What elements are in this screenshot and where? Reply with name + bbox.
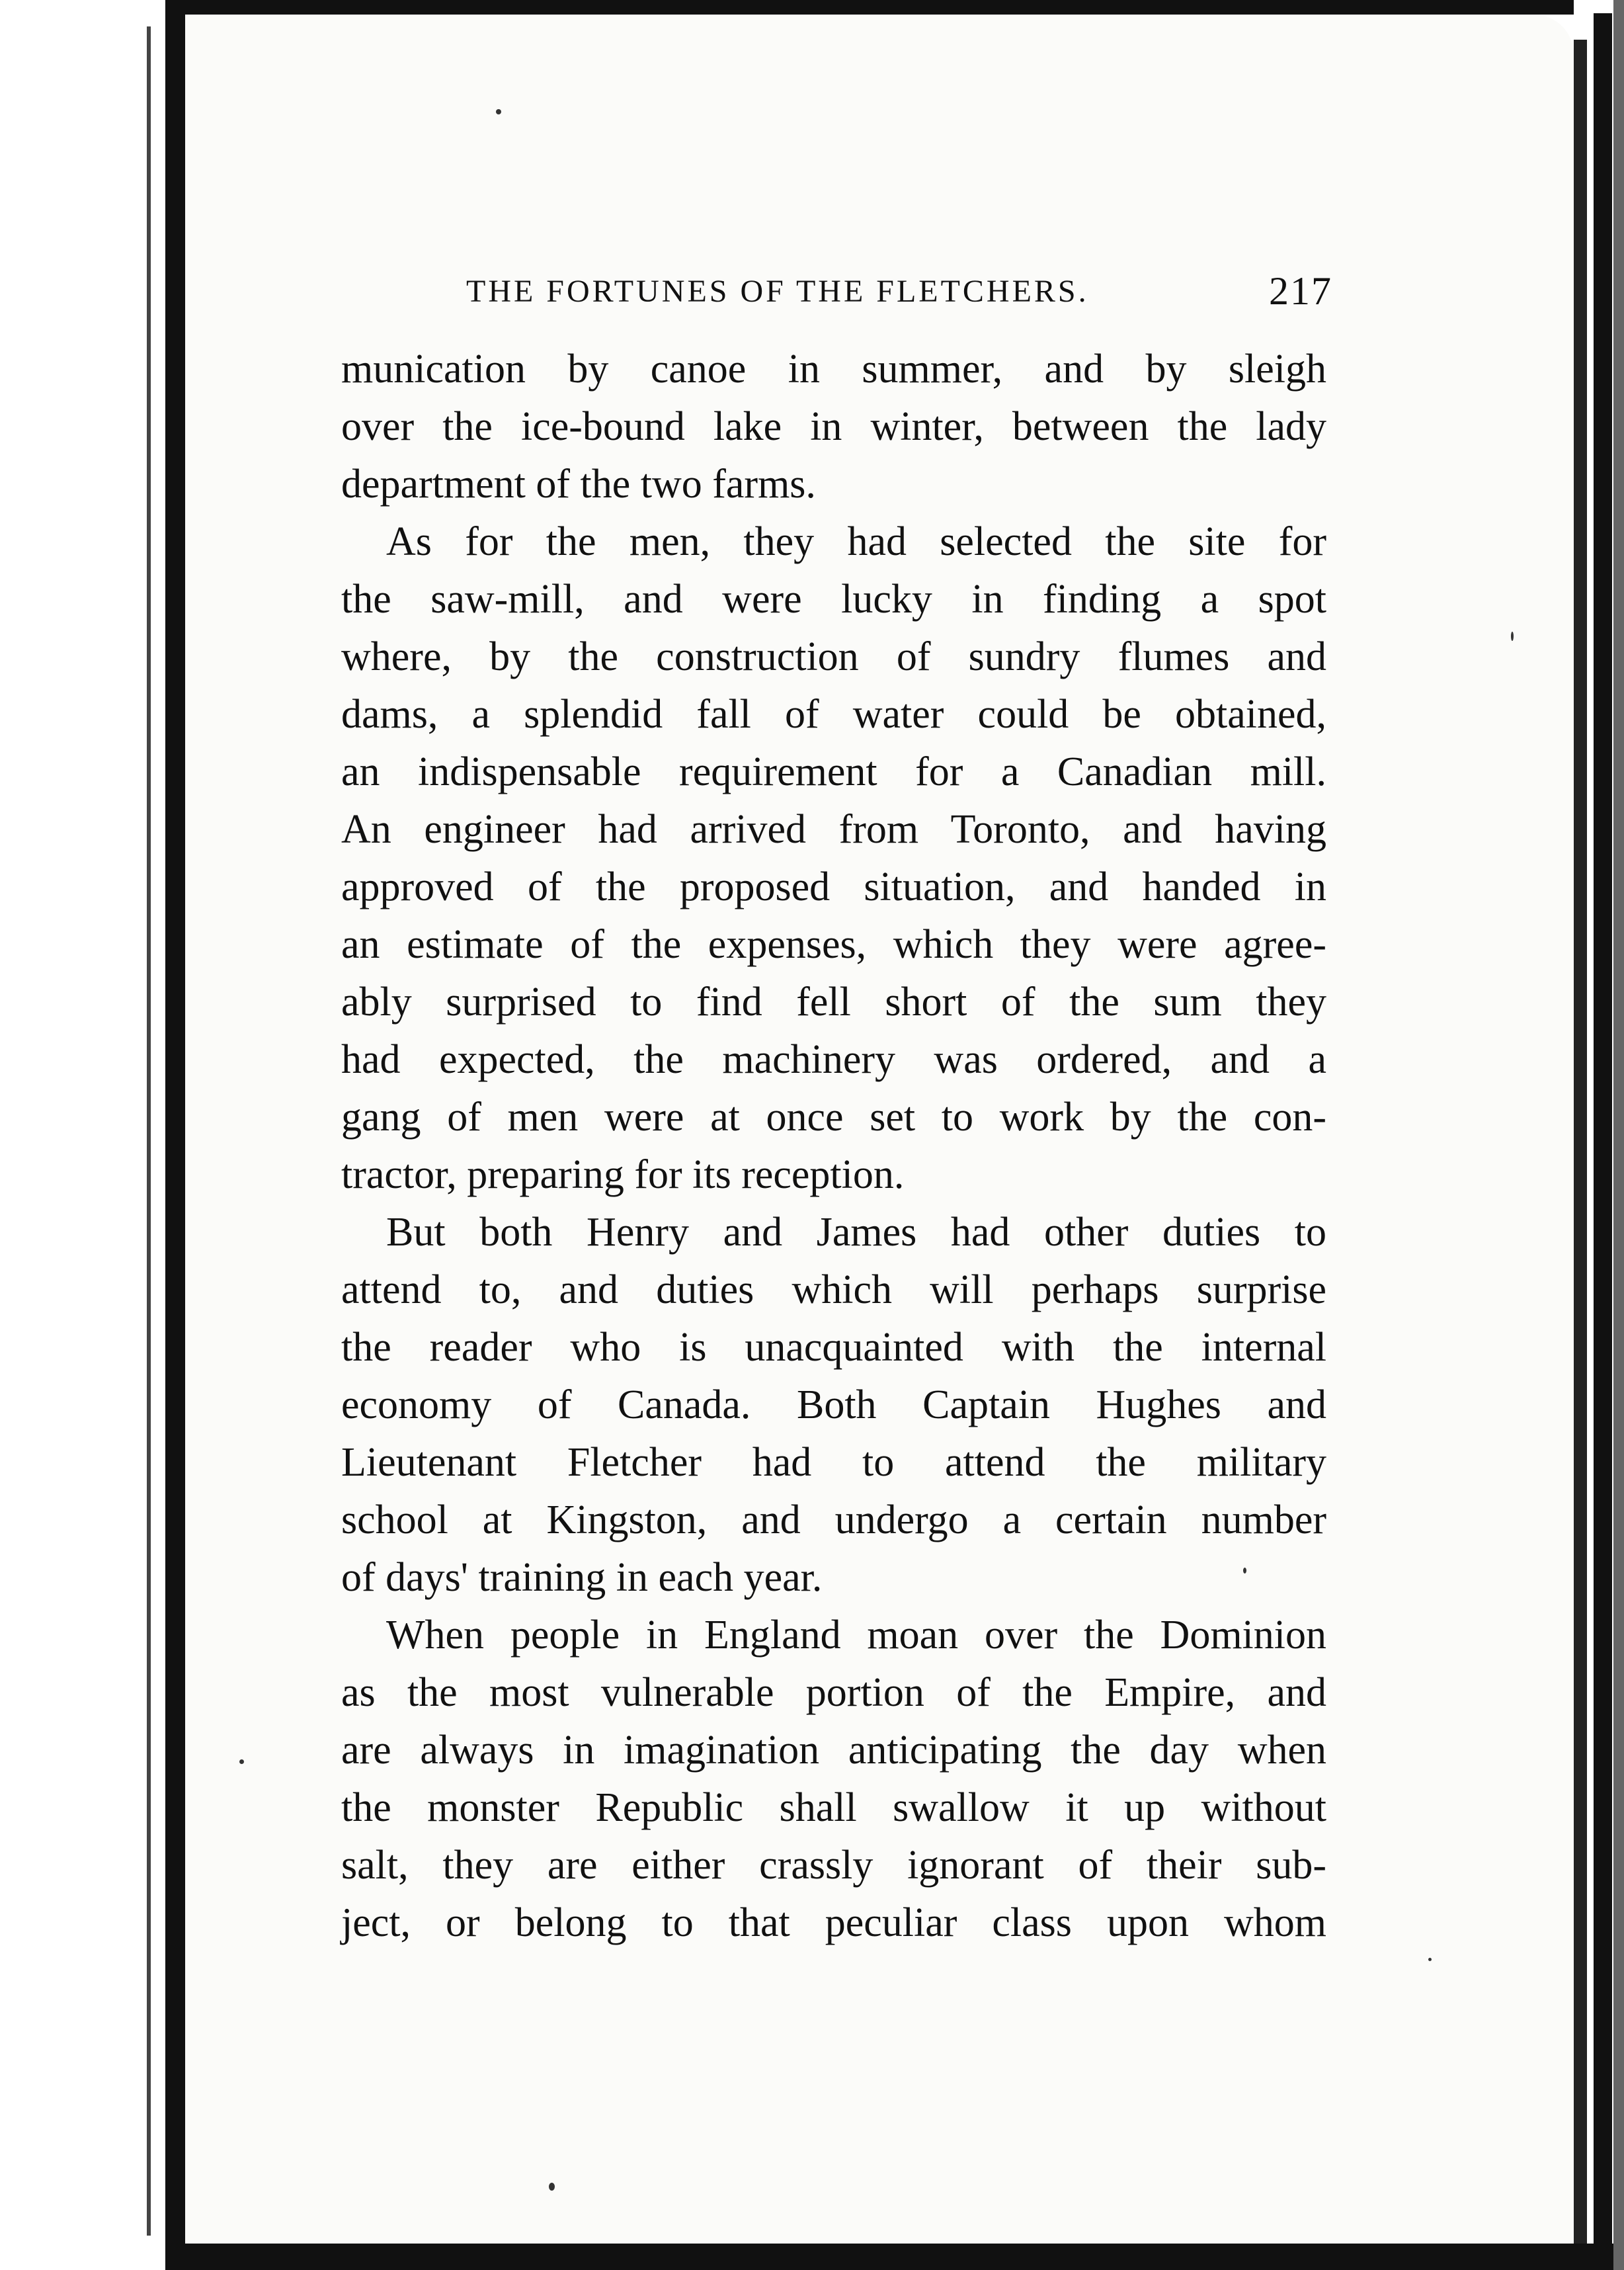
running-head [466, 268, 1332, 314]
paragraph [341, 1204, 1326, 1607]
text-line: When people in England moan over the Dominion [386, 1613, 1326, 1658]
text-line: the reader who is unacquainted with the internal [341, 1325, 1326, 1370]
text-line: the saw-mill, and were lucky in finding a spot [341, 577, 1326, 622]
text-line: ject, or belong to that peculiar class upon whom [341, 1900, 1326, 1945]
text-line: of days' training in each year. [341, 1555, 823, 1600]
text-line: where, by the construction of sundry flumes and [341, 634, 1326, 679]
text-line: over the ice-bound lake in winter, between the lady [341, 404, 1326, 449]
text-line: approved of the proposed situation, and handed in [341, 864, 1326, 909]
text-line: had expected, the machinery was ordered, and a [341, 1037, 1326, 1082]
text-line: an indispensable requirement for a Canadian mill. [341, 749, 1326, 794]
text-line: are always in imagination anticipating the day when [341, 1728, 1326, 1773]
text-body [341, 341, 1326, 1952]
right-cover-edge [1594, 13, 1612, 2269]
book-spine-edge [165, 0, 185, 2270]
paragraph [341, 513, 1326, 1204]
right-page-edge [1574, 40, 1587, 2255]
text-line: But both Henry and James had other duties to [386, 1210, 1326, 1255]
binding-shadow [147, 26, 151, 2236]
text-line: dams, a splendid fall of water could be obtained, [341, 692, 1326, 737]
paragraph [341, 341, 1326, 513]
paragraph [341, 1607, 1326, 1952]
text-line: Lieutenant Fletcher had to attend the military [341, 1440, 1326, 1485]
paper-speck [496, 109, 501, 114]
text-line: economy of Canada. Both Captain Hughes and [341, 1382, 1326, 1427]
bottom-page-edge [185, 2244, 1613, 2270]
text-line: An engineer had arrived from Toronto, and having [341, 807, 1326, 852]
text-line: the monster Republic shall swallow it up without [341, 1785, 1326, 1830]
text-line: an estimate of the expenses, which they were agree- [341, 922, 1326, 967]
text-line: as the most vulnerable portion of the Empire, and [341, 1670, 1326, 1715]
text-line: gang of men were at once set to work by the con- [341, 1095, 1326, 1140]
text-line: tractor, preparing for its reception. [341, 1152, 905, 1197]
page-number: 217 [1269, 269, 1332, 313]
text-line: department of the two farms. [341, 462, 816, 507]
paper-speck [239, 1759, 244, 1764]
top-page-edge [185, 0, 1574, 15]
text-line: salt, they are either crassly ignorant of their sub- [341, 1843, 1326, 1888]
text-line: As for the men, they had selected the site for [386, 519, 1326, 564]
paper-speck [1428, 1958, 1432, 1961]
running-head-title: THE FORTUNES OF THE FLETCHERS. [466, 273, 1089, 309]
text-line: attend to, and duties which will perhaps surprise [341, 1267, 1326, 1312]
paper-speck [1511, 632, 1514, 641]
text-line: school at Kingston, and undergo a certain number [341, 1497, 1326, 1542]
text-line: munication by canoe in summer, and by sleigh [341, 347, 1326, 392]
paper-speck [549, 2183, 555, 2191]
right-scan-border [1613, 0, 1624, 2270]
text-line: ably surprised to find fell short of the sum they [341, 980, 1326, 1025]
